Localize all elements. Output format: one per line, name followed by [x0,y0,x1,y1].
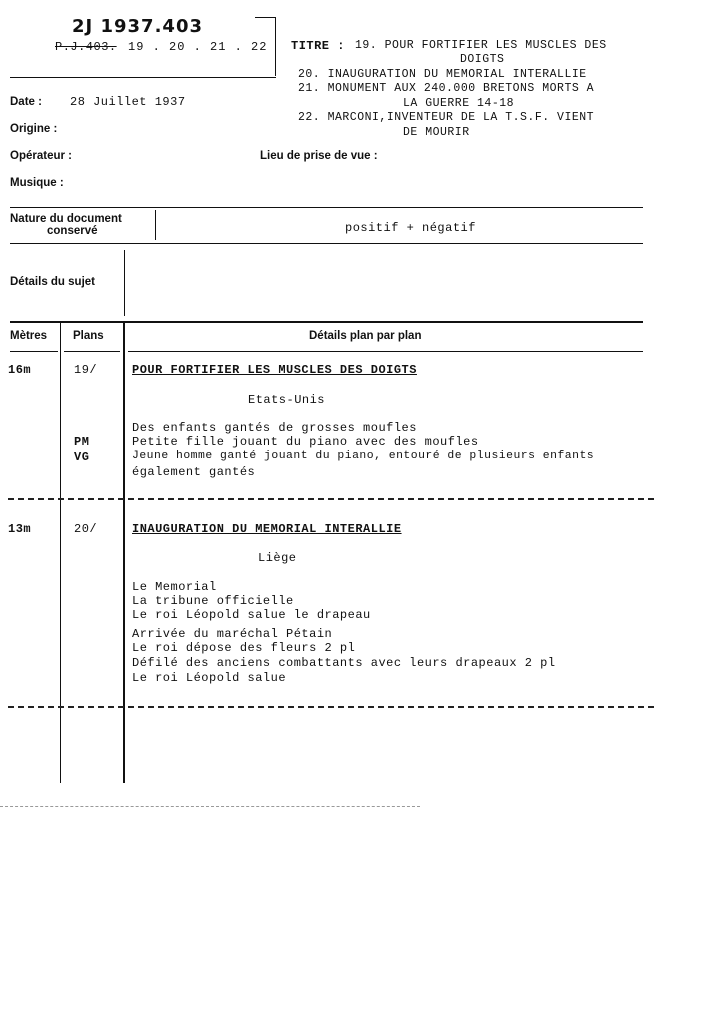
col-separator-1 [60,323,61,783]
nature-label-line2: conservé [47,225,98,237]
titre-line-5: LA GUERRE 14-18 [403,97,515,110]
section-plans: 19/ [74,363,98,377]
lieu-label: Lieu de prise de vue : [260,150,378,162]
titre-line-6: 22. MARCONI,INVENTEUR DE LA T.S.F. VIENT [298,111,595,124]
struck-reference: P.J.403. [55,40,117,54]
handwritten-reference: 2J 1937.403 [72,16,203,37]
titre-line-2: DOIGTS [460,53,505,66]
section-place: Etats-Unis [248,393,326,407]
section-plans: 20/ [74,522,98,536]
header-rule-details [128,351,643,352]
date-label: Date : [10,96,42,108]
nature-label-line1: Nature du document [10,213,122,225]
details-sujet-bracket [124,250,125,316]
titre-line-4: 21. MONUMENT AUX 240.000 BRETONS MORTS A [298,82,595,95]
operateur-label: Opérateur : [10,150,72,162]
titre-label: TITRE : [291,39,345,53]
musique-label: Musique : [10,177,64,189]
shot-line: Petite fille jouant du piano avec des moufles [132,435,479,449]
section-title: POUR FORTIFIER LES MUSCLES DES DOIGTS [132,363,417,377]
nature-bracket [155,210,156,240]
shot-line: Défilé des anciens combattants avec leurs drapeaux 2 pl [132,656,556,670]
scan-artifact-line [0,806,420,807]
titre-line-1: 19. POUR FORTIFIER LES MUSCLES DES [355,39,607,52]
col-metres-header: Mètres [10,330,48,342]
shot-line: également gantés [132,465,256,479]
section-metres: 13m [8,522,32,536]
shot-line: Le roi Léopold salue le drapeau [132,608,371,622]
shot-plan: VG [74,450,90,464]
section-divider [8,706,654,708]
titre-line-3: 20. INAUGURATION DU MEMORIAL INTERALLIE [298,68,587,81]
shot-line: Le roi dépose des fleurs 2 pl [132,641,356,655]
reference-numbers: 19 . 20 . 21 . 22 [128,40,268,54]
titre-line-7: DE MOURIR [403,126,470,139]
shot-line: Arrivée du maréchal Pétain [132,627,333,641]
shot-line: Jeune homme ganté jouant du piano, entouré de plusieurs enfants [132,450,595,462]
shot-line: Des enfants gantés de grosses moufles [132,421,417,435]
date-value: 28 Juillet 1937 [70,95,186,109]
section-metres: 16m [8,363,32,377]
nature-value: positif + négatif [345,221,476,235]
section-divider [8,498,654,500]
header-rule-metres [10,351,58,352]
shot-plan: PM [74,435,90,449]
divider-bottom-nature [10,243,643,244]
shot-line: Le Memorial [132,580,217,594]
shot-line: Le roi Léopold salue [132,671,287,685]
divider-top-nature [10,207,643,208]
col-details-header: Détails plan par plan [309,330,422,342]
section-place: Liège [258,551,297,565]
col-separator-2 [123,323,125,783]
shot-line: La tribune officielle [132,594,294,608]
section-title: INAUGURATION DU MEMORIAL INTERALLIE [132,522,402,536]
col-plans-header: Plans [73,330,104,342]
header-rule-plans [64,351,120,352]
details-sujet-label: Détails du sujet [10,276,95,288]
origine-label: Origine : [10,123,58,135]
table-top-rule [10,321,643,323]
